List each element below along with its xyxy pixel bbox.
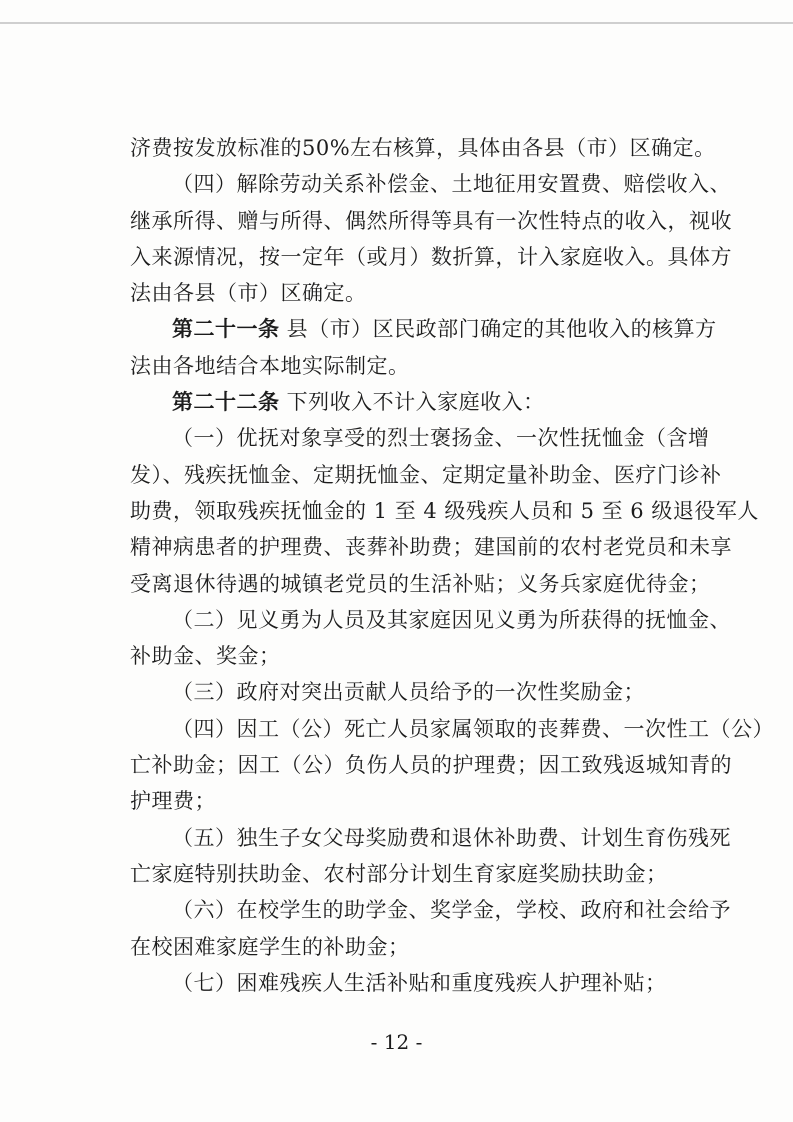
text-line bbox=[130, 674, 690, 710]
text-line bbox=[130, 493, 759, 529]
line-text: 助费，领取残疾抚恤金的 1 至 4 级残疾人员和 5 至 6 级退役军人 bbox=[130, 498, 759, 523]
text-line bbox=[130, 929, 690, 965]
text-line bbox=[130, 529, 732, 565]
line-text: 法由各县（市）区确定。 bbox=[130, 281, 367, 306]
text-line bbox=[130, 166, 731, 202]
text-line bbox=[130, 348, 690, 384]
text-line bbox=[130, 602, 731, 638]
text-line bbox=[130, 856, 690, 892]
text-line bbox=[130, 820, 731, 856]
line-text: （六）在校学生的助学金、奖学金，学校、政府和社会给予 bbox=[172, 898, 731, 923]
text-line bbox=[130, 275, 690, 311]
scan-edge-line bbox=[0, 22, 793, 24]
line-text: （二）见义勇为人员及其家庭因见义勇为所获得的抚恤金、 bbox=[172, 607, 731, 632]
text-line bbox=[130, 711, 774, 747]
line-text: （四）因工（公）死亡人员家属领取的丧葬费、一次性工（公） bbox=[172, 716, 774, 741]
text-line bbox=[130, 420, 710, 456]
line-text: （三）政府对突出贡献人员给予的一次性奖励金； bbox=[172, 680, 645, 705]
line-text: 下列收入不计入家庭收入： bbox=[279, 390, 545, 415]
line-text: 发）、残疾抚恤金、定期抚恤金、定期定量补助金、医疗门诊补 bbox=[130, 462, 722, 487]
text-line bbox=[130, 638, 690, 674]
text-line bbox=[130, 783, 690, 819]
article-heading: 第二十二条 bbox=[172, 389, 280, 415]
line-text: （四）解除劳动关系补偿金、土地征用安置费、赔偿收入、 bbox=[172, 172, 731, 197]
text-line bbox=[130, 130, 716, 166]
text-line bbox=[130, 892, 731, 928]
text-line bbox=[130, 965, 690, 1001]
line-text: （七）困难残疾人生活补贴和重度残疾人护理补贴； bbox=[172, 970, 667, 995]
line-text: 护理费； bbox=[130, 789, 216, 814]
line-text: 继承所得、赠与所得、偶然所得等具有一次性特点的收入，视收 bbox=[130, 208, 732, 233]
line-text: 入来源情况，按一定年（或月）数折算，计入家庭收入。具体方 bbox=[130, 244, 732, 269]
line-text: 亡补助金；因工（公）负伤人员的护理费；因工致残返城知青的 bbox=[130, 753, 732, 778]
line-text: 受离退休待遇的城镇老党员的生活补贴；义务兵家庭优待金； bbox=[130, 571, 711, 596]
text-line bbox=[130, 747, 732, 783]
line-text: 县（市）区民政部门确定的其他收入的核算方 bbox=[279, 317, 717, 342]
text-line bbox=[130, 384, 690, 420]
text-line bbox=[130, 311, 717, 347]
line-text: 补助金、奖金； bbox=[130, 644, 281, 669]
text-line bbox=[130, 239, 732, 275]
text-line bbox=[130, 457, 722, 493]
line-text: 济费按发放标准的50%左右核算，具体由各县（市）区确定。 bbox=[130, 136, 716, 160]
line-text: （一）优抚对象享受的烈士褒扬金、一次性抚恤金（含增 bbox=[172, 426, 710, 451]
line-text: 精神病患者的护理费、丧葬补助费；建国前的农村老党员和未享 bbox=[130, 535, 732, 560]
text-line bbox=[130, 203, 732, 239]
document-body bbox=[130, 130, 774, 1001]
line-text: 法由各地结合本地实际制定。 bbox=[130, 353, 410, 378]
line-text: （五）独生子女父母奖励费和退休补助费、计划生育伤残死 bbox=[172, 825, 731, 850]
article-heading: 第二十一条 bbox=[172, 316, 280, 342]
line-text: 在校困难家庭学生的补助金； bbox=[130, 934, 410, 959]
line-text: 亡家庭特别扶助金、农村部分计划生育家庭奖励扶助金； bbox=[130, 861, 668, 886]
page-number: - 12 - bbox=[370, 1030, 423, 1054]
text-line bbox=[130, 566, 711, 602]
